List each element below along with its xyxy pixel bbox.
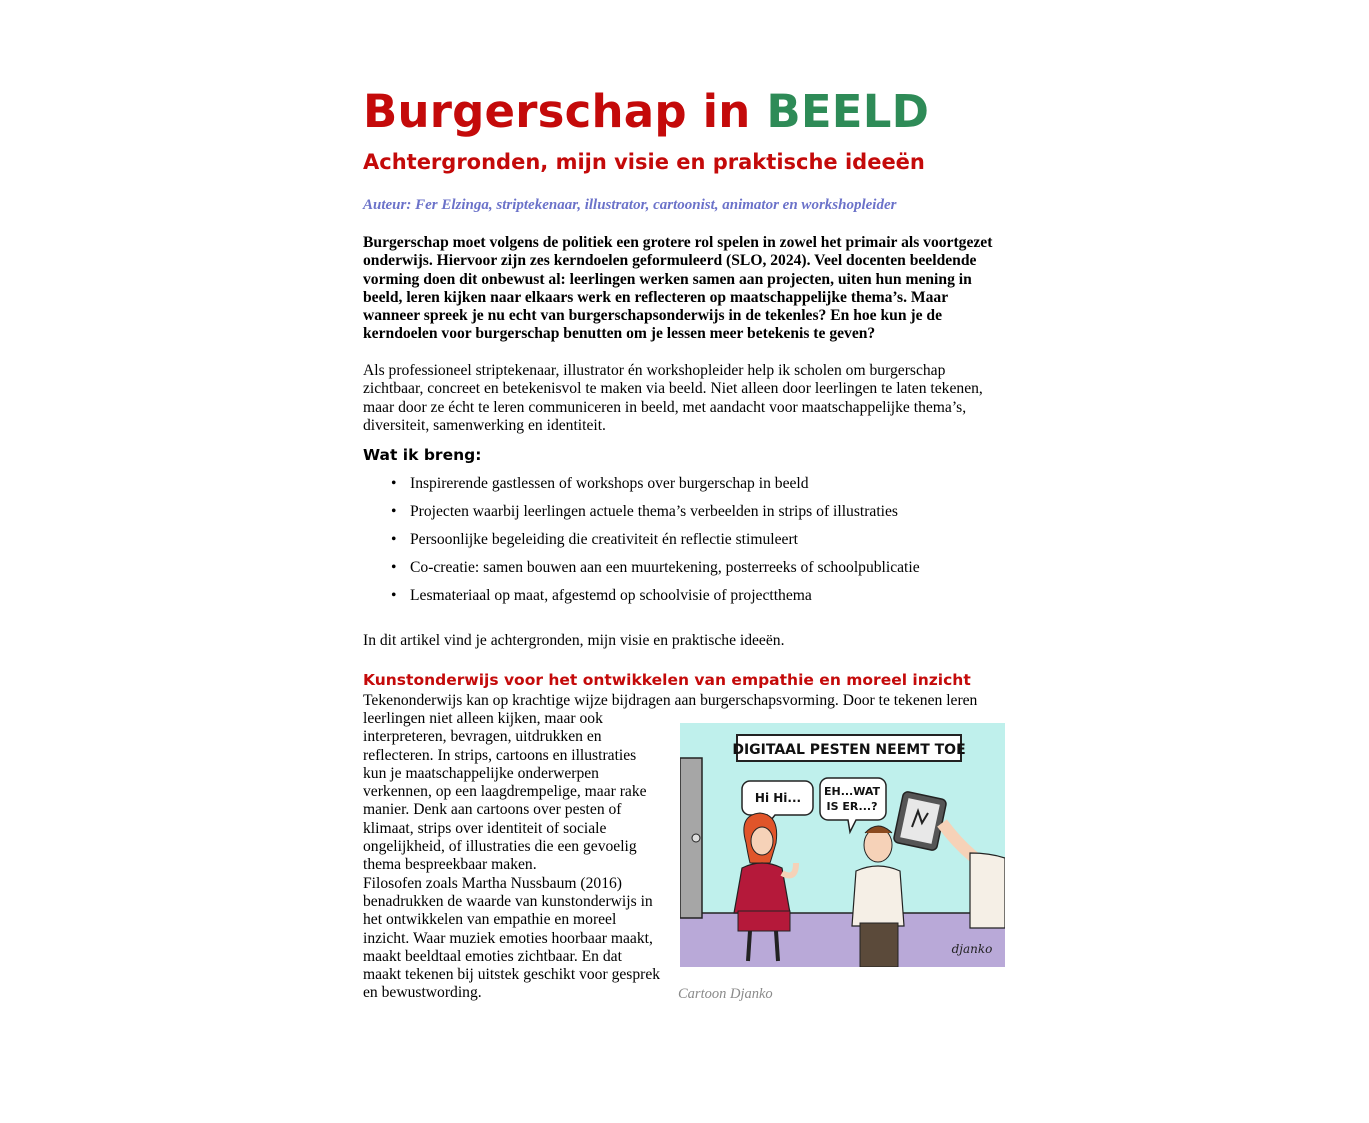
bullet-icon: • — [391, 475, 397, 492]
bullet-icon: • — [391, 587, 397, 604]
title-accent: BEELD — [766, 85, 930, 138]
list-item: • Projecten waarbij leerlingen actuele thema’s verbeelden in strips of illustraties — [391, 503, 898, 520]
list-item: • Inspirerende gastlessen of workshops over burgerschap in beeld — [391, 475, 809, 492]
author-line: Auteur: Fer Elzinga, striptekenaar, illustrator, cartoonist, animator en workshopleider — [363, 197, 897, 213]
cartoon-illustration — [680, 723, 1005, 967]
bullet-icon: • — [391, 503, 397, 520]
page-title — [363, 84, 929, 140]
cartoon-floor — [680, 913, 1005, 967]
bubble-right-line2: IS ER...? — [826, 800, 878, 813]
bullet-icon: • — [391, 531, 397, 548]
title-main: Burgerschap in — [363, 85, 767, 138]
offer-list — [363, 475, 1008, 615]
section-first-line: Tekenonderwijs kan op krachtige wijze bijdragen aan burgerschapsvorming. Door te tekenen leren — [363, 692, 978, 709]
bubble-left-text: Hi Hi... — [754, 791, 802, 805]
page-subtitle: Achtergronden, mijn visie en praktische ideeën — [363, 150, 925, 174]
cartoon-signature: djanko — [951, 942, 993, 956]
offer-heading: Wat ik breng: — [363, 446, 482, 464]
bubble-right-line1: EH...WAT — [823, 785, 881, 798]
cartoon-image — [680, 723, 1005, 967]
section-heading: Kunstonderwijs voor het ontwikkelen van empathie en moreel inzicht — [363, 671, 971, 689]
bullet-icon: • — [391, 559, 397, 576]
list-item: • Lesmateriaal op maat, afgestemd op schoolvisie of projectthema — [391, 587, 812, 604]
intro-paragraph: Burgerschap moet volgens de politiek een grotere rol spelen in zowel het primair als voortgezet onderwijs. Hiervoor zijn zes kerndoelen geformuleerd (SLO, 2024). Veel docenten beeldende vorming doen dit onbewust al: leerlingen werken samen aan projecten, uiten hun mening in beeld, leren kijken naar elkaars werk en reflecteren op maatschappelijke thema’s. Maar wanneer spreek je nu echt van burgerschapsonderwijs in de tekenles? En hoe kun je de kerndoelen voor burgerschap benutten om je lessen meer betekenis te geven? — [363, 234, 993, 343]
section-paragraph-1: leerlingen niet alleen kijken, maar ook interpreteren, bevragen, uitdrukken en reflecteren. In strips, cartoons en illustraties kun je maatschappelijke onderwerpen verkennen, op een laagdrempelige, maar rake manier. Denk aan cartoons over pesten of klimaat, strips over identiteit of sociale ongelijkheid, of illustraties die een gevoelig thema bespreekbaar maken. — [363, 710, 647, 874]
body-paragraph-2: Als professioneel striptekenaar, illustrator én workshopleider help ik scholen om burgerschap zichtbaar, concreet en betekenisvol te maken via beeld. Niet alleen door leerlingen te laten tekenen, maar door ze écht te leren communiceren in beeld, met aandacht voor maatschappelijke thema’s, diversiteit, samenwerking en identiteit. — [363, 362, 983, 434]
list-item: • Persoonlijke begeleiding die creativiteit én reflectie stimuleert — [391, 531, 798, 548]
section-column — [363, 710, 663, 1003]
body-paragraph-3: In dit artikel vind je achtergronden, mijn visie en praktische ideeën. — [363, 632, 785, 649]
list-item: • Co-creatie: samen bouwen aan een muurtekening, posterreeks of schoolpublicatie — [391, 559, 920, 576]
figure-caption: Cartoon Djanko — [678, 986, 773, 1002]
cartoon-sign-text: DIGITAAL PESTEN NEEMT TOE — [732, 742, 966, 758]
section-paragraph-2: Filosofen zoals Martha Nussbaum (2016) benadrukken de waarde van kunstonderwijs in het ontwikkelen van empathie en moreel inzicht. Waar muziek emoties hoorbaar maakt, maakt beeldtaal emoties zichtbaar. En dat maakt tekenen bij uitstek geschikt voor gesprek en bewustwording. — [363, 874, 661, 1002]
